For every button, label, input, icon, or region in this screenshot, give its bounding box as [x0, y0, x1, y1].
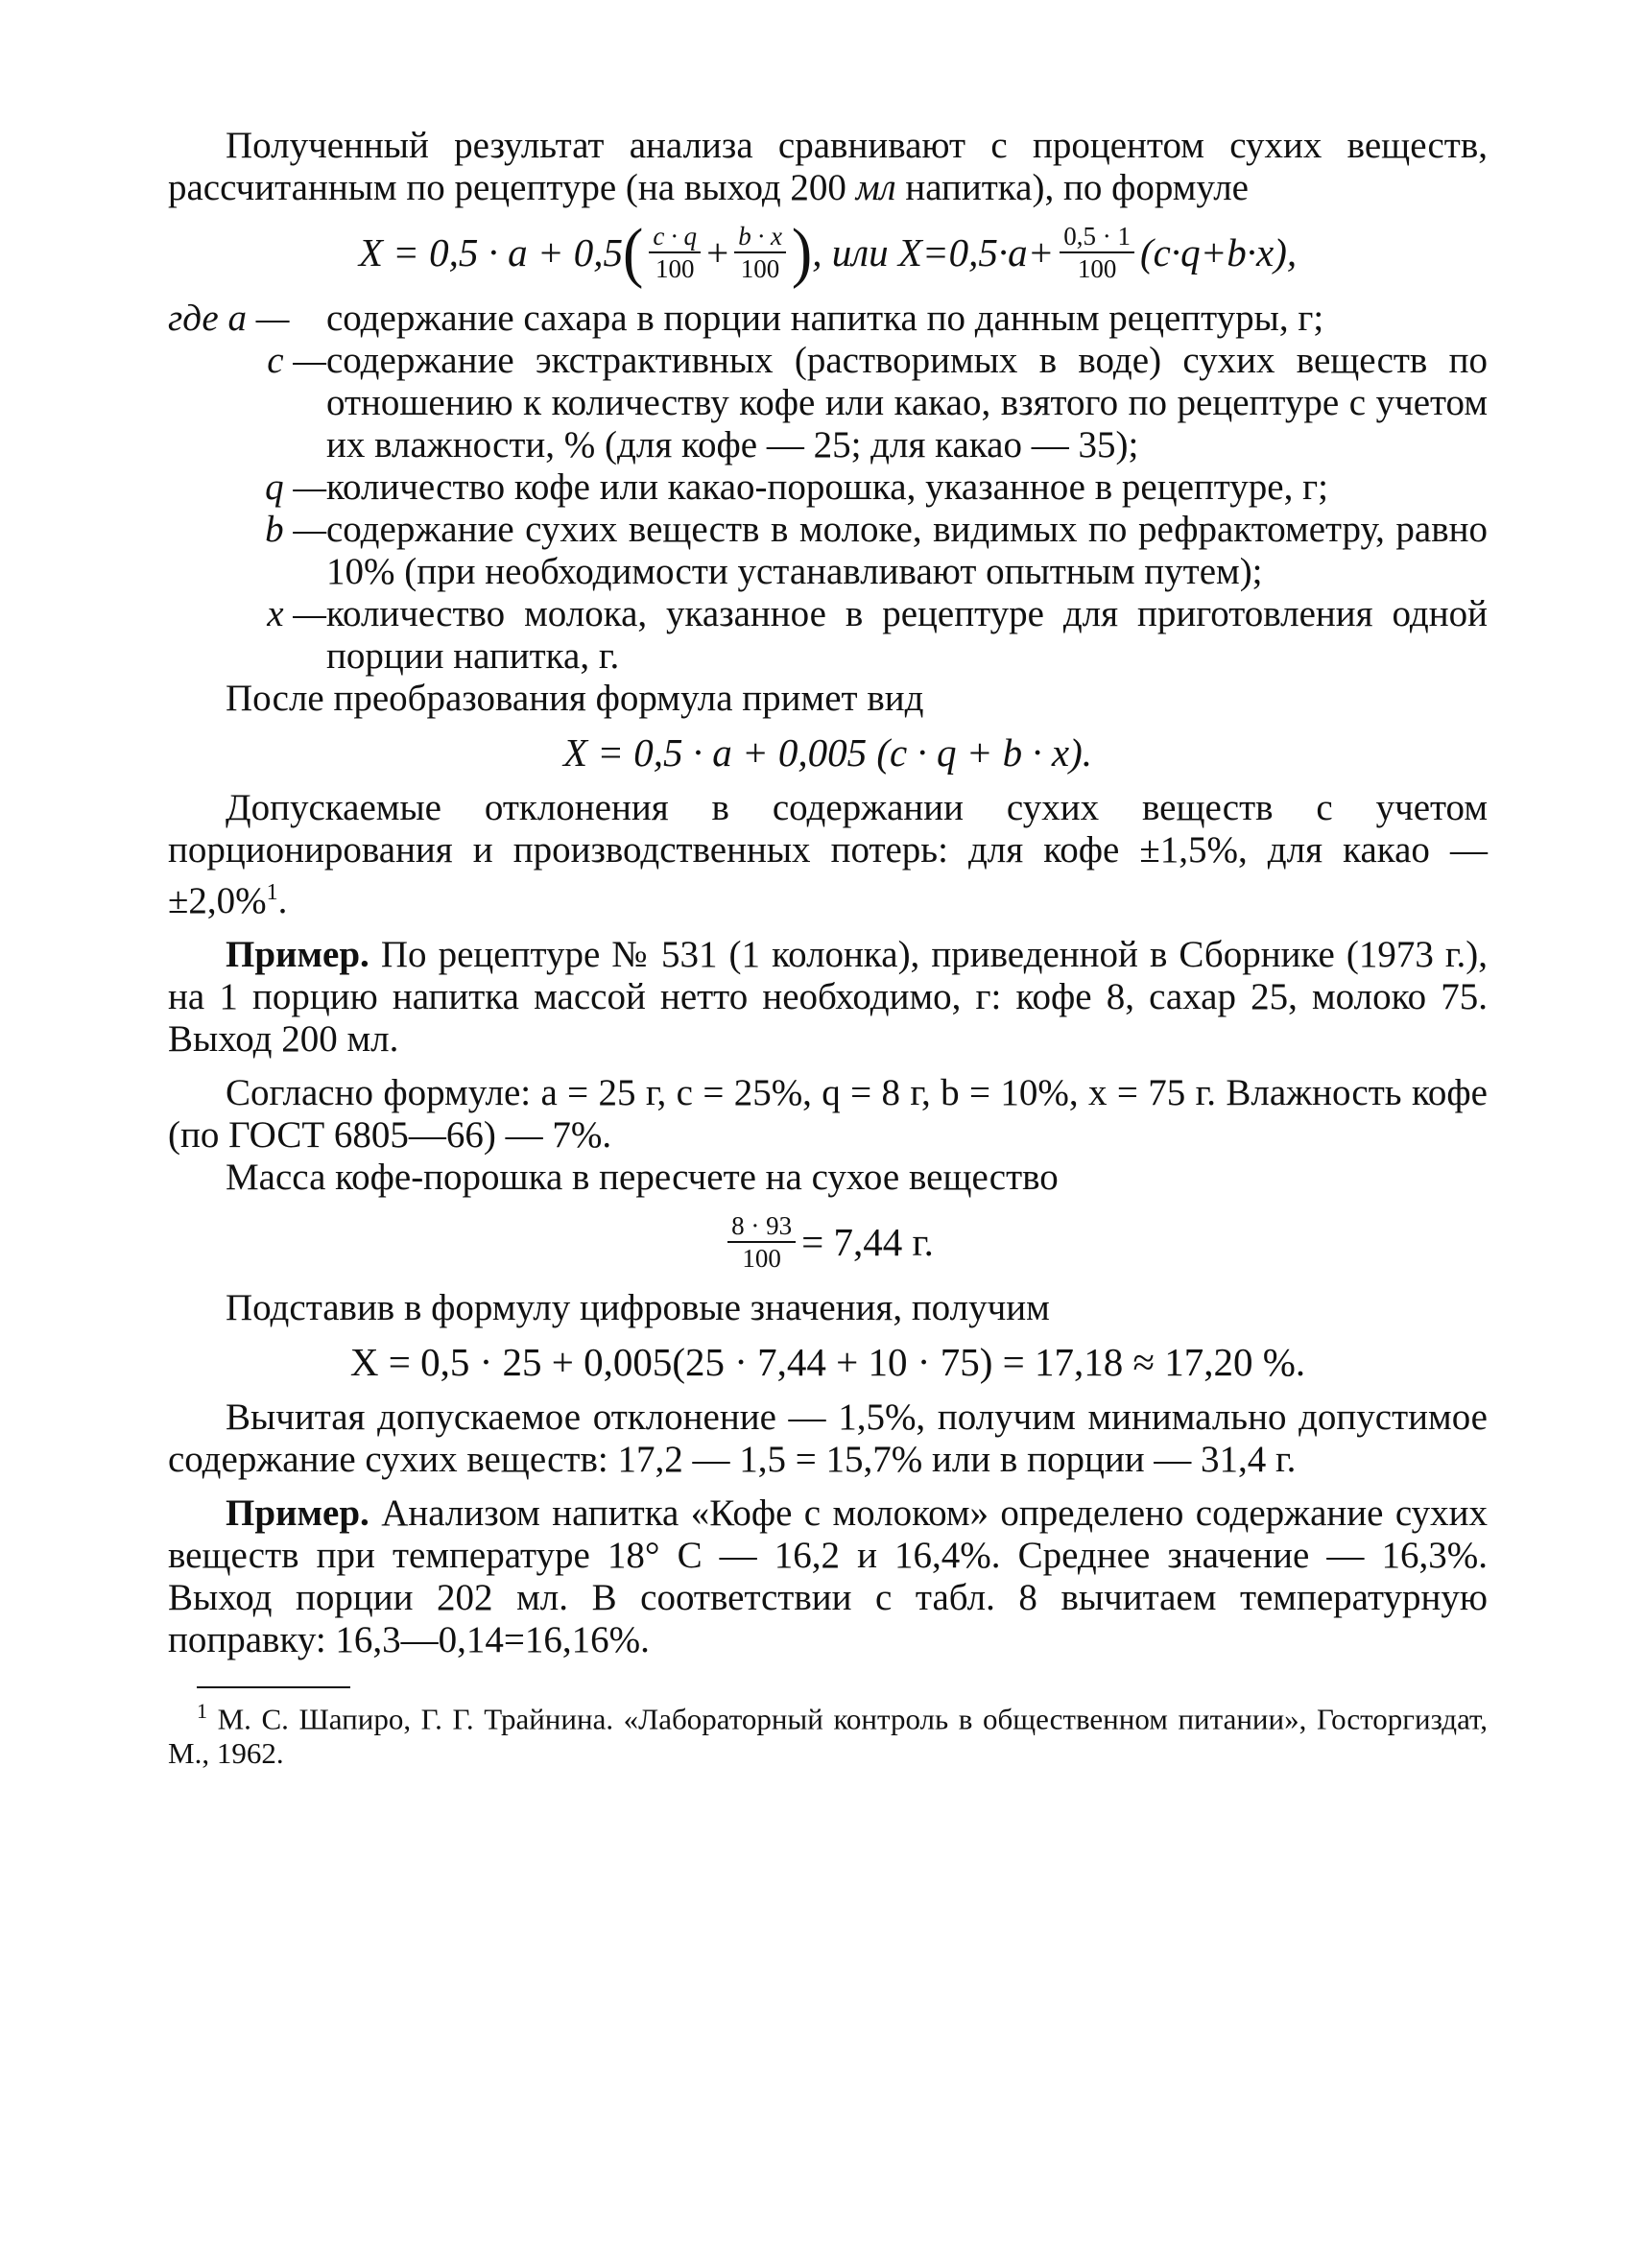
- transform-paragraph: После преобразования формула примет вид: [226, 678, 924, 719]
- definition-row: c — содержание экстрактивных (растворимых в воде) сухих веществ по отношению к количеству кофе или какао, взятого по рецептуре с учетом их влажности, % (для кофе — 25; для какао — 35);: [267, 340, 1488, 466]
- mass-paragraph: Масса кофе-порошка в пересчете на сухое вещество: [226, 1157, 1059, 1198]
- substitute-paragraph: Подставив в формулу цифровые значения, получим: [226, 1287, 1050, 1328]
- definition-row: где a — содержание сахара в порции напитка по данным рецептуры, г;: [168, 298, 1324, 339]
- formula-main: X = 0,5 · a + 0,5 ( $\frac{c \cdot q}{100}$ + $\frac{b \cdot x}{100}$ ) , или X=0,5·a+ $\frac{0,5 \cdot 1}{100}$ (c·q+b·x),: [358, 214, 1298, 290]
- formula-result: X = 0,5 · 25 + 0,005(25 · 7,44 + 10 · 75) = 17,18 ≈ 17,20 %.: [349, 1340, 1306, 1384]
- according-paragraph: Согласно формуле: a = 25 г, c = 25%, q = 8 г, b = 10%, x = 75 г. Влажность кофе (по ГОСТ 6805—66) — 7%.: [168, 1072, 1488, 1156]
- formula-simplified: X = 0,5 · a + 0,005 (c · q + b · x).: [563, 730, 1092, 775]
- definition-row: b — содержание сухих веществ в молоке, видимых по рефрактометру, равно 10% (при необходимости устанавливают опытным путем);: [265, 509, 1488, 592]
- fraction-coefficient: $\frac{0,5 \cdot 1}{100}$: [1060, 221, 1134, 284]
- variable-definitions: [168, 298, 1488, 678]
- formula-mass: $\frac{8 \cdot 93}{100}$ = 7,44 г.: [168, 1210, 1488, 1274]
- deviations-paragraph: Допускаемые отклонения в содержании сухих веществ с учетом порционирования и производственных потерь: для кофе ±1,5%, для какао — ±2,0%$^1$.: [168, 787, 1488, 921]
- footnote-divider: [197, 1686, 350, 1688]
- fraction-cq: $\frac{c \cdot q}{100}$: [649, 221, 701, 284]
- definition-row: q — количество кофе или какао-порошка, указанное в рецептуре, г;: [265, 466, 1328, 508]
- footnote: $^1$ М. С. Шапиро, Г. Г. Трайнина. «Лабораторный контроль в общественном питании», Госторгиздат, М., 1962.: [168, 1699, 1488, 1771]
- example-1-paragraph: Пример. По рецептуре № 531 (1 колонка), приведенной в Сборнике (1973 г.), на 1 порцию напитка массой нетто необходимо, г: кофе 8, сахар 25, молоко 75. Выход 200 мл.: [168, 934, 1488, 1060]
- definition-row: x — количество молока, указанное в рецептуре для приготовления одной порции напитка, г.: [267, 593, 1488, 677]
- document-page: [168, 125, 1488, 1771]
- fraction-bx: $\frac{b \cdot x}{100}$: [734, 221, 786, 284]
- fraction-mass: $\frac{8 \cdot 93}{100}$: [727, 1210, 796, 1274]
- example-2-paragraph: Пример. Анализом напитка «Кофе с молоком» определено содержание сухих веществ при температуре 18° С — 16,2 и 16,4%. Среднее значение — 16,3%. Выход порции 202 мл. В соответствии с табл. 8 вычитаем температурную поправку: 16,3—0,14=16,16%.: [168, 1492, 1488, 1660]
- intro-paragraph: Полученный результат анализа сравнивают с процентом сухих веществ, рассчитанным по рецептуре (на выход 200 мл напитка), по формуле: [168, 125, 1488, 208]
- footnote-reference: 1: [266, 880, 278, 905]
- subtracting-paragraph: Вычитая допускаемое отклонение — 1,5%, получим минимально допустимое содержание сухих веществ: 17,2 — 1,5 = 15,7% или в порции — 31,4 г.: [168, 1397, 1488, 1480]
